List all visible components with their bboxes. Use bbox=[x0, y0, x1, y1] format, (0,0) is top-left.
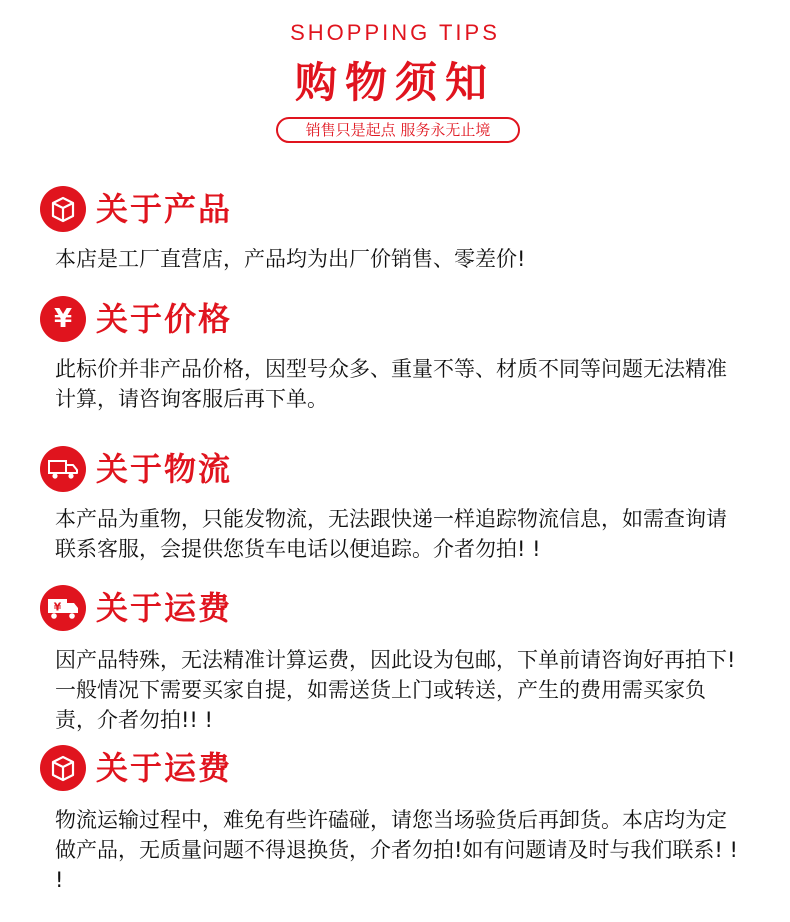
section-title: 关于产品 bbox=[96, 190, 233, 228]
section-transport bbox=[40, 745, 760, 895]
section-text: 物流运输过程中，难免有些许磕碰，请您当场验货后再卸货。本店均为定做产品，无质量问题不得退换货，介者勿拍!如有问题请及时与我们联系! ! ! bbox=[55, 808, 738, 892]
section-text: 此标价并非产品价格，因型号众多、重量不等、材质不同等问题无法精准计算，请咨询客服后再下单。 bbox=[55, 357, 727, 411]
section-title: 关于运费 bbox=[96, 749, 233, 787]
slogan-badge: 销售只是起点 服务永无止境 bbox=[276, 117, 520, 143]
section-text: 因产品特殊，无法精准计算运费，因此设为包邮，下单前请咨询好再拍下!一般情况下需要买家自提，如需送货上门或转送，产生的费用需买家负责，介者勿拍!! ! bbox=[55, 648, 736, 732]
section-title: 关于运费 bbox=[96, 589, 233, 627]
section-freight bbox=[40, 585, 760, 735]
yen-icon: ¥ bbox=[40, 296, 86, 342]
english-title: SHOPPING TIPS bbox=[290, 20, 500, 45]
box-icon bbox=[40, 745, 86, 791]
section-price bbox=[40, 296, 760, 414]
section-text: 本产品为重物，只能发物流，无法跟快递一样追踪物流信息，如需查询请联系客服，会提供您货车电话以便追踪。介者勿拍! ! bbox=[55, 507, 727, 561]
freight-truck-icon bbox=[40, 585, 86, 631]
section-product bbox=[40, 186, 760, 274]
page-title: 购物须知 bbox=[294, 58, 495, 107]
svg-text:¥: ¥ bbox=[53, 600, 62, 614]
box-icon bbox=[40, 186, 86, 232]
section-text: 本店是工厂直营店，产品均为出厂价销售、零差价! bbox=[55, 247, 526, 271]
section-title: 关于价格 bbox=[96, 300, 233, 338]
truck-icon bbox=[40, 446, 86, 492]
section-title: 关于物流 bbox=[96, 450, 233, 488]
section-logistics bbox=[40, 446, 760, 564]
